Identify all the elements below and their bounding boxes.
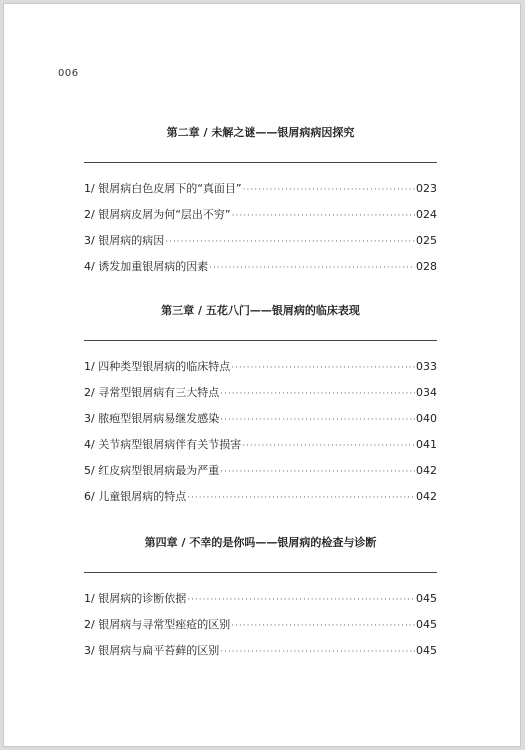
toc-entry-label: 3/ 银屑病的病因 xyxy=(84,234,165,247)
chapter-2-section xyxy=(84,124,437,280)
toc-entry-list xyxy=(84,586,437,664)
toc-entry-label: 1/ 银屑病白色皮屑下的“真面目” xyxy=(84,182,242,195)
toc-entry-list xyxy=(84,354,437,510)
dot-leader xyxy=(187,485,415,511)
toc-entry-page: 023 xyxy=(416,182,437,195)
chapter-title: 第二章 / 未解之谜——银屑病病因探究 xyxy=(166,126,355,139)
dot-leader xyxy=(232,203,415,229)
toc-entry-label: 2/ 银屑病与寻常型痤疮的区别 xyxy=(84,618,231,631)
toc-entry-label: 3/ 银屑病与扁平苔藓的区别 xyxy=(84,644,220,657)
toc-entry-page: 025 xyxy=(416,234,437,247)
chapter-title: 第三章 / 五花八门——银屑病的临床表现 xyxy=(161,304,360,317)
dot-leader xyxy=(187,587,415,613)
toc-entry[interactable] xyxy=(84,254,437,280)
toc-entry-page: 033 xyxy=(416,360,437,373)
dot-leader xyxy=(165,229,415,255)
toc-entry-label: 4/ 诱发加重银屑病的因素 xyxy=(84,260,209,273)
toc-entry[interactable] xyxy=(84,432,437,458)
dot-leader xyxy=(220,639,415,665)
dot-leader xyxy=(220,407,415,433)
toc-entry-page: 028 xyxy=(416,260,437,273)
dot-leader xyxy=(209,255,415,281)
chapter-divider xyxy=(84,572,437,573)
dot-leader xyxy=(243,177,415,203)
toc-entry-page: 024 xyxy=(416,208,437,221)
toc-entry-label: 4/ 关节病型银屑病伴有关节损害 xyxy=(84,438,242,451)
dot-leader xyxy=(231,613,415,639)
toc-entry-page: 042 xyxy=(416,464,437,477)
toc-entry-page: 045 xyxy=(416,618,437,631)
toc-entry[interactable] xyxy=(84,406,437,432)
toc-entry-list xyxy=(84,176,437,280)
toc-entry[interactable] xyxy=(84,354,437,380)
chapter-4-section xyxy=(84,534,437,664)
toc-entry-label: 1/ 银屑病的诊断依据 xyxy=(84,592,187,605)
toc-entry-label: 1/ 四种类型银屑病的临床特点 xyxy=(84,360,231,373)
dot-leader xyxy=(242,433,415,459)
toc-entry[interactable] xyxy=(84,176,437,202)
dot-leader xyxy=(231,355,415,381)
toc-entry-page: 042 xyxy=(416,490,437,503)
toc-entry-label: 3/ 脓疱型银屑病易继发感染 xyxy=(84,412,220,425)
dot-leader xyxy=(220,381,415,407)
chapter-title: 第四章 / 不幸的是你吗——银屑病的检查与诊断 xyxy=(144,536,377,549)
toc-entry-page: 041 xyxy=(416,438,437,451)
chapter-3-section xyxy=(84,302,437,510)
toc-entry[interactable] xyxy=(84,586,437,612)
toc-entry[interactable] xyxy=(84,380,437,406)
toc-entry[interactable] xyxy=(84,458,437,484)
chapter-divider xyxy=(84,340,437,341)
toc-entry-label: 2/ 银屑病皮屑为何“层出不穷” xyxy=(84,208,231,221)
toc-entry[interactable] xyxy=(84,638,437,664)
chapter-divider xyxy=(84,162,437,163)
toc-entry-page: 045 xyxy=(416,592,437,605)
toc-entry-label: 5/ 红皮病型银屑病最为严重 xyxy=(84,464,220,477)
page-number: 006 xyxy=(58,68,79,79)
dot-leader xyxy=(220,459,415,485)
toc-entry-label: 6/ 儿童银屑病的特点 xyxy=(84,490,187,503)
toc-entry-label: 2/ 寻常型银屑病有三大特点 xyxy=(84,386,220,399)
toc-entry[interactable] xyxy=(84,484,437,510)
toc-entry-page: 034 xyxy=(416,386,437,399)
toc-entry[interactable] xyxy=(84,228,437,254)
toc-page xyxy=(3,3,521,747)
toc-entry[interactable] xyxy=(84,202,437,228)
toc-entry-page: 045 xyxy=(416,644,437,657)
toc-entry[interactable] xyxy=(84,612,437,638)
toc-entry-page: 040 xyxy=(416,412,437,425)
